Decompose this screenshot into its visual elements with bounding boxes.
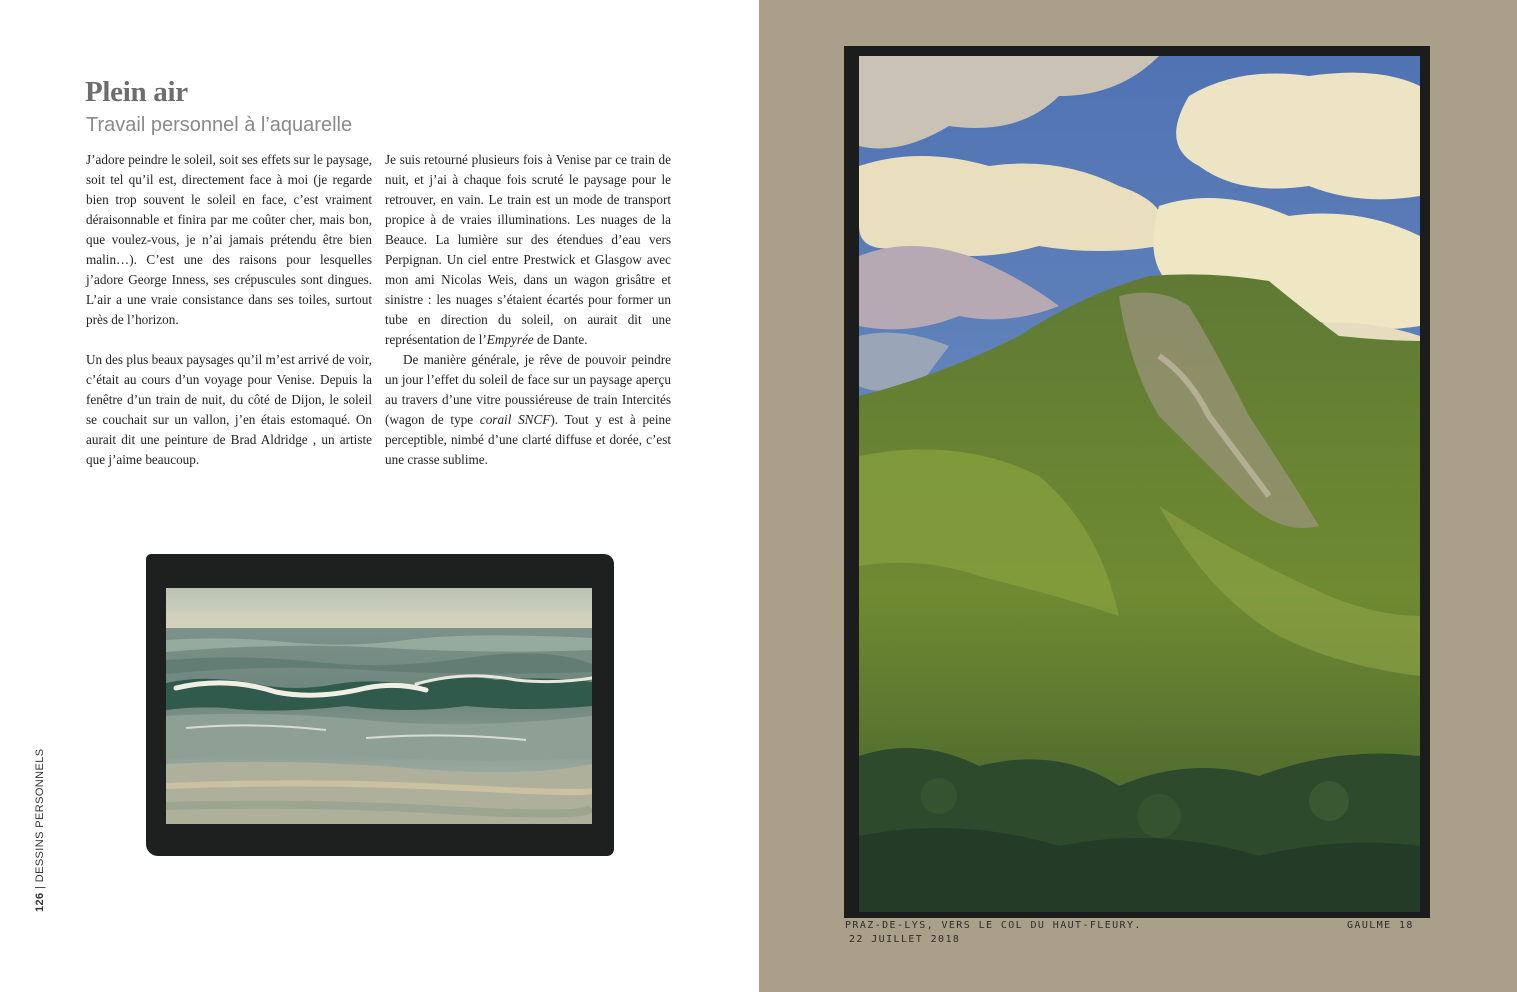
seascape-painting — [166, 588, 592, 824]
text-column-right — [385, 150, 671, 470]
page-number: 126 — [34, 892, 46, 912]
page-title: Plein air — [85, 76, 188, 108]
paragraph: Un des plus beaux paysages qu’il m’est arrivé de voir, c’était au cours d’un voyage pour Venise. Depuis la fenêtre d’un train de nuit, du côté de Dijon, le soleil se couchait sur un vallon, j’en étais estomaqué. On aurait dit une peinture de Brad Aldridge , un artiste que j’aime beaucoup. — [86, 352, 372, 467]
emphasis: Empyrée — [486, 332, 534, 347]
emphasis: corail SNCF — [479, 412, 551, 427]
paragraph: Je suis retourné plusieurs fois à Venise par ce train de nuit, et j’ai à chaque fois scruté le paysage pour le retrouver, en vain. Le train est un mode de transport propice à de vraies illuminations. Les nuages de la Beauce. La lumière sur des étendues d’eau vers Perpignan. Un ciel entre Prestwick et Glasgow avec mon ami Nicolas Weis, dans un wagon grisâtre et sinistre : les nuages s’étaient écartés pour former un tube en direction du soleil, on aurait dit une représentation de l’Empyrée de Dante. — [385, 152, 671, 347]
paragraph: De manière générale, je rêve de pouvoir peindre un jour l’effet du soleil de face sur un paysage aperçu au travers d’une vitre poussiéreuse de train Intercités (wagon de type corail SNCF). Tout y est à peine perceptible, nimbé d’une clarté diffuse et dorée, c’est une crasse sublime. — [385, 352, 672, 467]
artist-signature: GAULME 18 — [1347, 920, 1414, 931]
paragraph: J’adore peindre le soleil, soit ses effets sur le paysage, soit tel qu’il est, directement face à moi (je regarde bien trop souvent le soleil en face, c’est vraiment déraisonnable et finira par me coûter cher, mais bon, que voulez-vous, je n’ai jamais prétendu être bien malin…). C’est une des raisons pour lesquelles j’adore George Inness, ses crépuscules sont dingues. L’air a une vraie consistance dans ses toiles, surtout près de l’horizon. — [86, 152, 372, 327]
mountain-painting — [859, 56, 1420, 912]
text-column-left — [86, 150, 372, 470]
section-name: DESSINS PERSONNELS — [34, 748, 46, 883]
painting-caption: PRAZ-DE-LYS, VERS LE COL DU HAUT-FLEURY. — [845, 920, 1142, 931]
page-subtitle: Travail personnel à l’aquarelle — [86, 114, 353, 136]
painting-date: 22 JUILLET 2018 — [849, 934, 961, 945]
